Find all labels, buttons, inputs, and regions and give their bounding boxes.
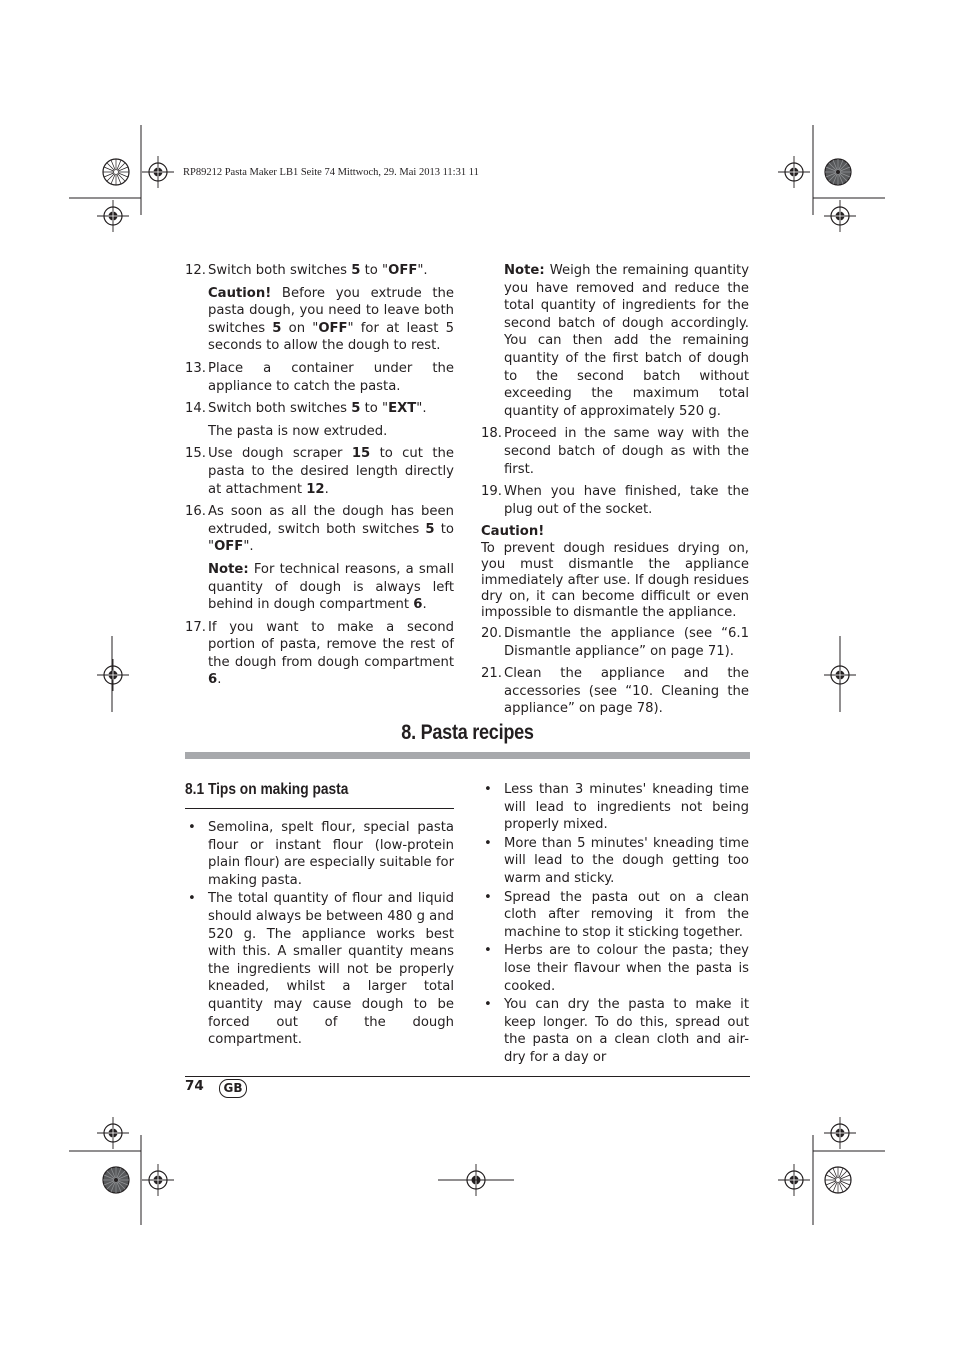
caution-text: Before you extrude the pasta dough, you need to leave both switches (208, 285, 454, 336)
list-item-text: Less than 3 minutes' kneading time will lead to ingredients not being properly mixed. (504, 782, 749, 833)
step-text: As soon as all the dough has been extruded, switch both switches (208, 504, 454, 537)
part-ref: 5 (351, 263, 361, 278)
step-text: ". (243, 539, 254, 555)
list-item (185, 819, 454, 889)
page-number: 74 (185, 1078, 204, 1094)
bullet-icon: • (484, 943, 492, 959)
step-number: 16. (185, 504, 206, 520)
tips-list-left (185, 819, 454, 1050)
step-16-note (185, 561, 454, 614)
step-text: Clean the appliance and the accessories (see “10. Cleaning the appliance” on page 78). (504, 666, 749, 717)
part-ref: 5 (425, 521, 435, 537)
list-item (481, 835, 749, 888)
step-text: Switch both switches (208, 401, 352, 417)
list-item (481, 781, 749, 834)
list-item (481, 889, 749, 942)
part-ref: 6 (413, 597, 423, 613)
note-text: For technical reasons, a small quantity of dough is always left behind in dough compartment (208, 561, 454, 613)
list-item-text: Spread the pasta out on a clean cloth after removing it from the machine to stop it sticking together. (504, 889, 749, 940)
part-ref: 12 (306, 481, 325, 497)
switch-position: OFF (318, 320, 348, 336)
bullet-icon: • (188, 820, 196, 835)
step-number: 13. (185, 360, 206, 376)
step-21 (481, 665, 749, 718)
caution-label: Caution! (208, 285, 272, 301)
instructions-right-column (481, 262, 749, 723)
part-ref: 5 (272, 320, 282, 336)
list-item-text: You can dry the pasta to make it keep longer. To do this, spread out the pasta on a clean cloth and air-dry for a day or (504, 997, 749, 1065)
step-number: 17. (185, 619, 206, 635)
note-label: Note: (504, 263, 545, 278)
note-text: . (422, 597, 427, 613)
part-ref: 15 (351, 446, 371, 462)
step-text: Use dough scraper (208, 446, 352, 462)
weigh-note (481, 262, 749, 420)
step-14-result: The pasta is now extruded. (208, 423, 388, 439)
step-number: 18. (481, 426, 502, 442)
part-ref: 6 (208, 672, 218, 688)
step-text: . (324, 481, 329, 497)
step-15 (185, 445, 454, 498)
step-text: When you have finished, take the plug out of the socket. (504, 484, 749, 517)
bullet-icon: • (484, 835, 492, 851)
step-20 (481, 625, 749, 660)
step-number: 21. (481, 666, 502, 682)
part-ref: 5 (351, 401, 361, 417)
step-text: to " (360, 401, 389, 417)
list-item-text: Herbs are to colour the pasta; they lose their flavour when the pasta is cooked. (504, 943, 749, 994)
subsection-rule (185, 808, 454, 809)
subsection-title: 8.1 Tips on making pasta (185, 781, 349, 798)
list-item (185, 890, 454, 1048)
step-number: 20. (481, 625, 502, 641)
step-text: to " (360, 263, 389, 278)
switch-position: OFF (388, 263, 418, 278)
list-item-text: The total quantity of flour and liquid should always be between 480 g and 520 g. The appliance works best with this. A smaller quantity means the ingredients will not be properly kneaded, whilst a larger total quantity may cause dough to be forced out of the dough compartment. (208, 891, 454, 1048)
step-13 (185, 360, 454, 395)
step-text: Dismantle the appliance (see “6.1 Dismantle appliance” on page 71). (504, 625, 749, 659)
step-text: Proceed in the same way with the second batch of dough as with the first. (504, 426, 749, 477)
caution-text: on " (281, 320, 319, 336)
instructions-left-column (185, 262, 454, 694)
step-18 (481, 425, 749, 478)
language-badge: GB (219, 1079, 247, 1098)
step-16 (185, 503, 454, 556)
list-item (481, 942, 749, 995)
step-14 (185, 400, 454, 418)
caution-heading: Caution! (481, 524, 545, 540)
note-label: Note: (208, 561, 249, 577)
step-text: ". (417, 263, 428, 278)
step-text: Place a container under the appliance to catch the pasta. (208, 360, 454, 394)
step-number: 12. (185, 263, 206, 278)
step-text: . (217, 672, 222, 688)
section-title: 8. Pasta recipes (401, 721, 534, 744)
tips-list-right (481, 781, 749, 1068)
list-item-text: Semolina, spelt flour, special pasta flour or instant flour (low-protein plain flour) are especially suitable for making pasta. (208, 820, 454, 888)
bullet-icon: • (484, 782, 492, 797)
step-text: to " (208, 521, 454, 555)
list-item-text: More than 5 minutes' kneading time will lead to the dough getting too warm and sticky. (504, 835, 749, 886)
list-item (481, 996, 749, 1066)
section-divider-bar (185, 752, 750, 759)
step-12-caution (185, 285, 454, 355)
step-12 (185, 262, 454, 280)
step-number: 15. (185, 446, 206, 462)
bullet-icon: • (484, 997, 492, 1013)
switch-position: OFF (214, 539, 244, 555)
bullet-icon: • (188, 891, 196, 907)
bullet-icon: • (484, 889, 492, 905)
note-text: Weigh the remaining quantity you have removed and reduce the total quantity of ingredients for the second batch of dough accordingly. You can then add the remaining quantity of the first batch of dough to the second batch without exceeding the maximum total quantity of approximately 520 g. (504, 263, 749, 419)
print-slug-header: RP89212 Pasta Maker LB1 Seite 74 Mittwoch, 29. Mai 2013 11:31 11 (183, 167, 479, 178)
step-number: 14. (185, 401, 206, 417)
step-17 (185, 619, 454, 689)
step-text: to cut the pasta to the desired length directly at attachment (208, 446, 454, 497)
step-text: Switch both switches (208, 263, 352, 278)
step-19 (481, 483, 749, 518)
step-number: 19. (481, 484, 502, 500)
footer-rule (185, 1076, 750, 1077)
switch-position: EXT (388, 401, 417, 417)
caution-text: " for at least 5 seconds to allow the dough to rest. (208, 320, 454, 354)
step-text: ". (416, 401, 427, 417)
step-text: If you want to make a second portion of pasta, remove the rest of the dough from dough compartment (208, 619, 454, 670)
caution-paragraph: To prevent dough residues drying on, you must dismantle the appliance immediately after use. If dough residues dry on, it can become difficult or even impossible to dismantle the appliance. (481, 540, 749, 620)
